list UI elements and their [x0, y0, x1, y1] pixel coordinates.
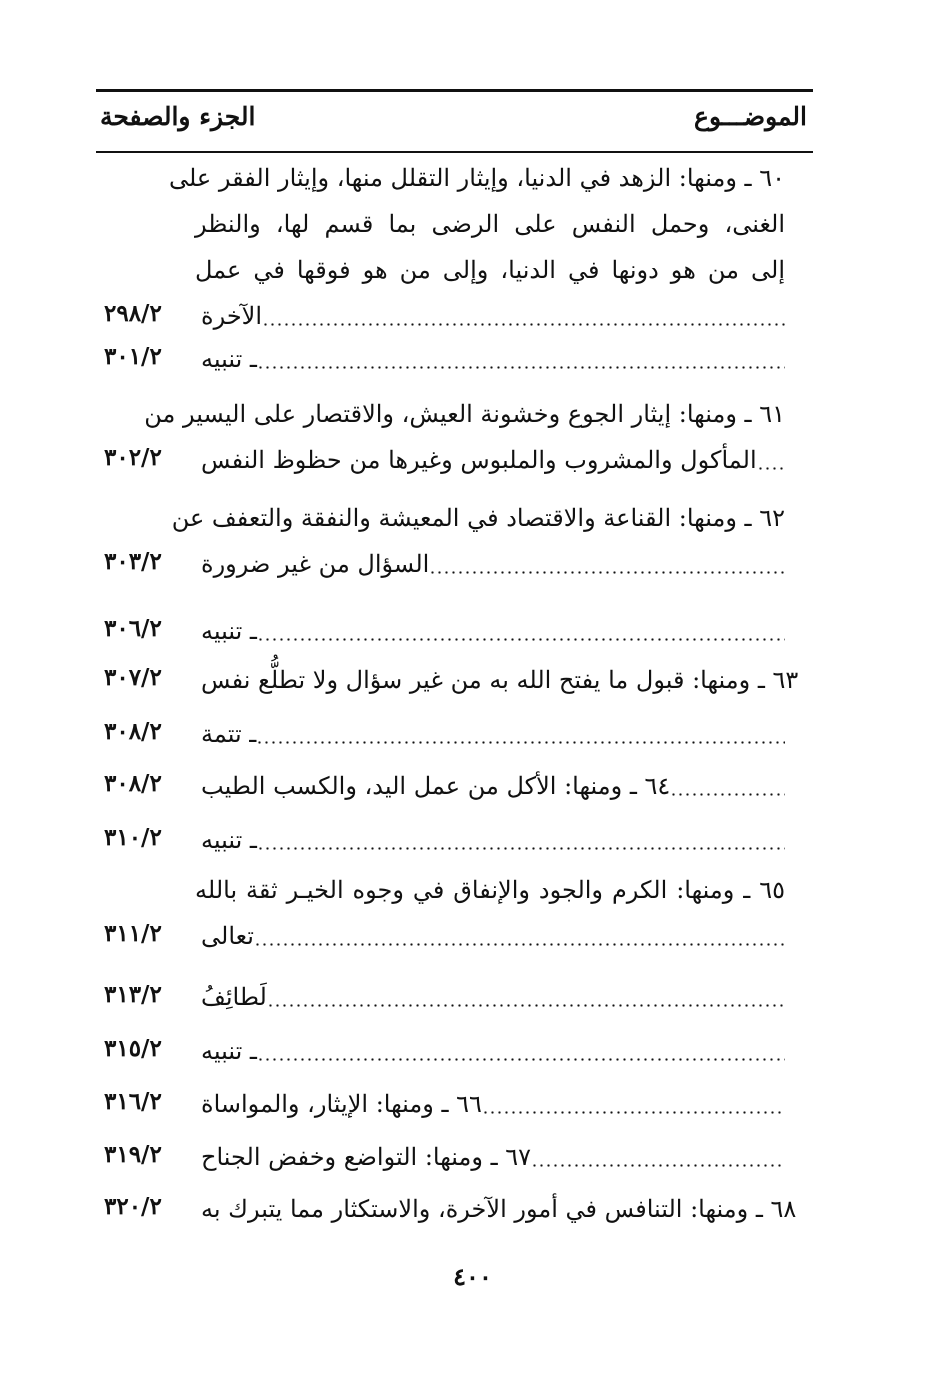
entry-last-line: [195, 1191, 797, 1227]
dot-leader: [670, 793, 785, 796]
entry-text: ٦١ ـ ومنها: إيثار الجوع وخشونة العيش، والاقتصار على اليسير من: [144, 400, 785, 428]
entry-text: إلى من هو دونها في الدنيا، وإلى من هو فوقها في عمل: [195, 256, 785, 284]
dot-leader: [257, 1058, 785, 1061]
entry-text: ٦٣ ـ ومنها: قبول ما يفتح الله به من غير سؤال ولا تطلُّع نفس: [201, 666, 799, 694]
entry-page-ref: ٣٠٣/٢: [104, 548, 162, 575]
entry-line: [195, 872, 785, 908]
dot-leader: [262, 323, 785, 326]
entry-page-ref: ٣٠٧/٢: [104, 664, 162, 691]
entry-text: الغنى، وحمل النفس على الرضى بما قسم لها، والنظر: [195, 210, 785, 238]
entry-last-line: [195, 298, 785, 334]
entry-last-line: [195, 716, 785, 752]
topic-column-header: الموضـــوع: [694, 102, 807, 131]
entry-text: ٦٤ ـ ومنها: الأكل من عمل اليد، والكسب الطيب: [201, 772, 671, 800]
header-rule: [96, 151, 813, 153]
entry-page-ref: ٣٠٨/٢: [104, 718, 162, 745]
entry-text: لَطائِفُ: [201, 983, 267, 1011]
entry-last-line: [195, 1086, 785, 1122]
entry-last-line: [195, 768, 785, 804]
entry-page-ref: ٣٠١/٢: [104, 343, 162, 370]
dot-leader: [531, 1164, 785, 1167]
entry-text: ـ تنبيه: [201, 826, 257, 854]
dot-leader: [254, 943, 785, 946]
entry-last-line: [195, 1139, 785, 1175]
entry-text: المأكول والمشروب والملبوس وغيرها من حظوظ النفس: [201, 446, 757, 474]
page-column-header: الجزء والصفحة: [100, 102, 256, 131]
top-rule: [96, 89, 813, 92]
entry-page-ref: ٣١١/٢: [104, 920, 162, 947]
dot-leader: [256, 741, 785, 744]
entry-page-ref: ٣١٩/٢: [104, 1141, 162, 1168]
entry-text: ٦٨ ـ ومنها: التنافس في أمور الآخرة، والاستكثار مما يتبرك به: [201, 1195, 797, 1223]
entry-text: تعالى: [201, 922, 254, 950]
entry-line: [168, 160, 785, 196]
entry-text: ٦٢ ـ ومنها: القناعة والاقتصاد في المعيشة والنفقة والتعفف عن: [171, 504, 785, 532]
dot-leader: [757, 467, 785, 470]
entry-line: [171, 500, 785, 536]
entry-text: ٦٠ ـ ومنها: الزهد في الدنيا، وإيثار التقلل منها، وإيثار الفقر على: [168, 164, 785, 192]
dot-leader: [482, 1111, 785, 1114]
entry-page-ref: ٣٠٢/٢: [104, 444, 162, 471]
entry-line: [195, 252, 785, 288]
entry-page-ref: ٣١٥/٢: [104, 1035, 162, 1062]
entry-page-ref: ٣٠٨/٢: [104, 770, 162, 797]
entry-last-line: [195, 918, 785, 954]
dot-leader: [267, 1004, 785, 1007]
dot-leader: [257, 847, 785, 850]
entry-last-line: [195, 979, 785, 1015]
dot-leader: [429, 571, 785, 574]
entry-page-ref: ٣٠٦/٢: [104, 615, 162, 642]
dot-leader: [257, 366, 785, 369]
entry-line: [195, 206, 785, 242]
entry-last-line: [195, 341, 785, 377]
entry-line: [144, 396, 785, 432]
entry-page-ref: ٢٩٨/٢: [104, 300, 162, 327]
entry-text: السؤال من غير ضرورة: [201, 550, 430, 578]
entry-text: ٦٧ ـ ومنها: التواضع وخفض الجناح: [201, 1143, 532, 1171]
entry-page-ref: ٣١٦/٢: [104, 1088, 162, 1115]
entry-last-line: [195, 822, 785, 858]
entry-last-line: [195, 613, 785, 649]
entry-page-ref: ٣١٠/٢: [104, 824, 162, 851]
entry-text: ٦٦ ـ ومنها: الإيثار، والمواساة: [201, 1090, 482, 1118]
entry-page-ref: ٣٢٠/٢: [104, 1193, 162, 1220]
entry-text: الآخرة: [201, 302, 263, 330]
entry-text: ـ تتمة: [201, 720, 257, 748]
page-number: ٤٠٠: [453, 1262, 492, 1291]
entry-last-line: [195, 662, 799, 698]
entry-last-line: [195, 1033, 785, 1069]
entry-page-ref: ٣١٣/٢: [104, 981, 162, 1008]
entry-text: ٦٥ ـ ومنها: الكرم والجود والإنفاق في وجوه الخيـر ثقة بالله: [195, 876, 785, 904]
dot-leader: [257, 638, 785, 641]
entry-text: ـ تنبيه: [201, 617, 257, 645]
entry-last-line: [195, 442, 785, 478]
entry-text: ـ تنبيه: [201, 1037, 257, 1065]
entry-last-line: [195, 546, 785, 582]
entry-text: ـ تنبيه: [201, 345, 257, 373]
